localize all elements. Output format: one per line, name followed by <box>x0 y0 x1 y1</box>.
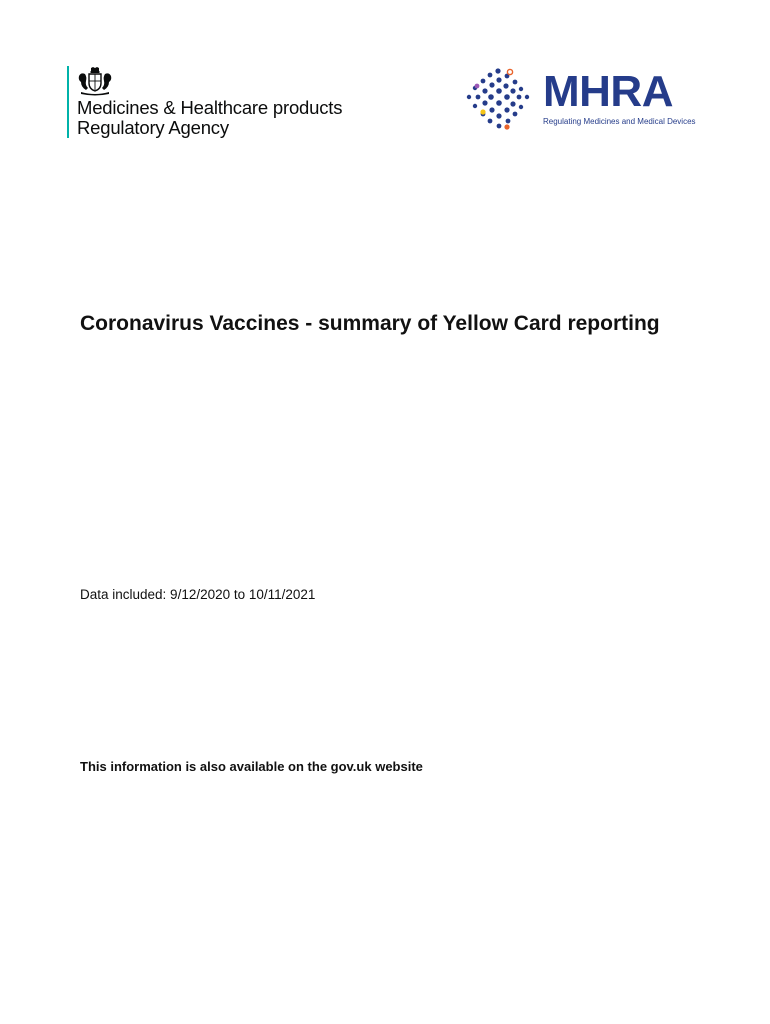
mhra-wordmark: MHRA <box>543 67 673 116</box>
gov-agency-logo <box>67 66 387 140</box>
agency-name-line-2: Regulatory Agency <box>77 117 229 138</box>
mhra-tagline: Regulating Medicines and Medical Devices <box>543 117 696 126</box>
logo-accent-rule <box>67 66 69 138</box>
agency-name-line-1: Medicines & Healthcare products <box>77 97 343 118</box>
availability-note: This information is also available on the gov.uk website <box>80 759 423 774</box>
data-range-text: Data included: 9/12/2020 to 10/11/2021 <box>80 587 316 602</box>
agency-name <box>77 98 342 138</box>
royal-coat-of-arms-icon <box>75 66 115 96</box>
mhra-dots-icon <box>463 66 535 132</box>
document-title: Coronavirus Vaccines - summary of Yellow Card reporting <box>80 312 660 335</box>
mhra-logo <box>463 66 703 134</box>
